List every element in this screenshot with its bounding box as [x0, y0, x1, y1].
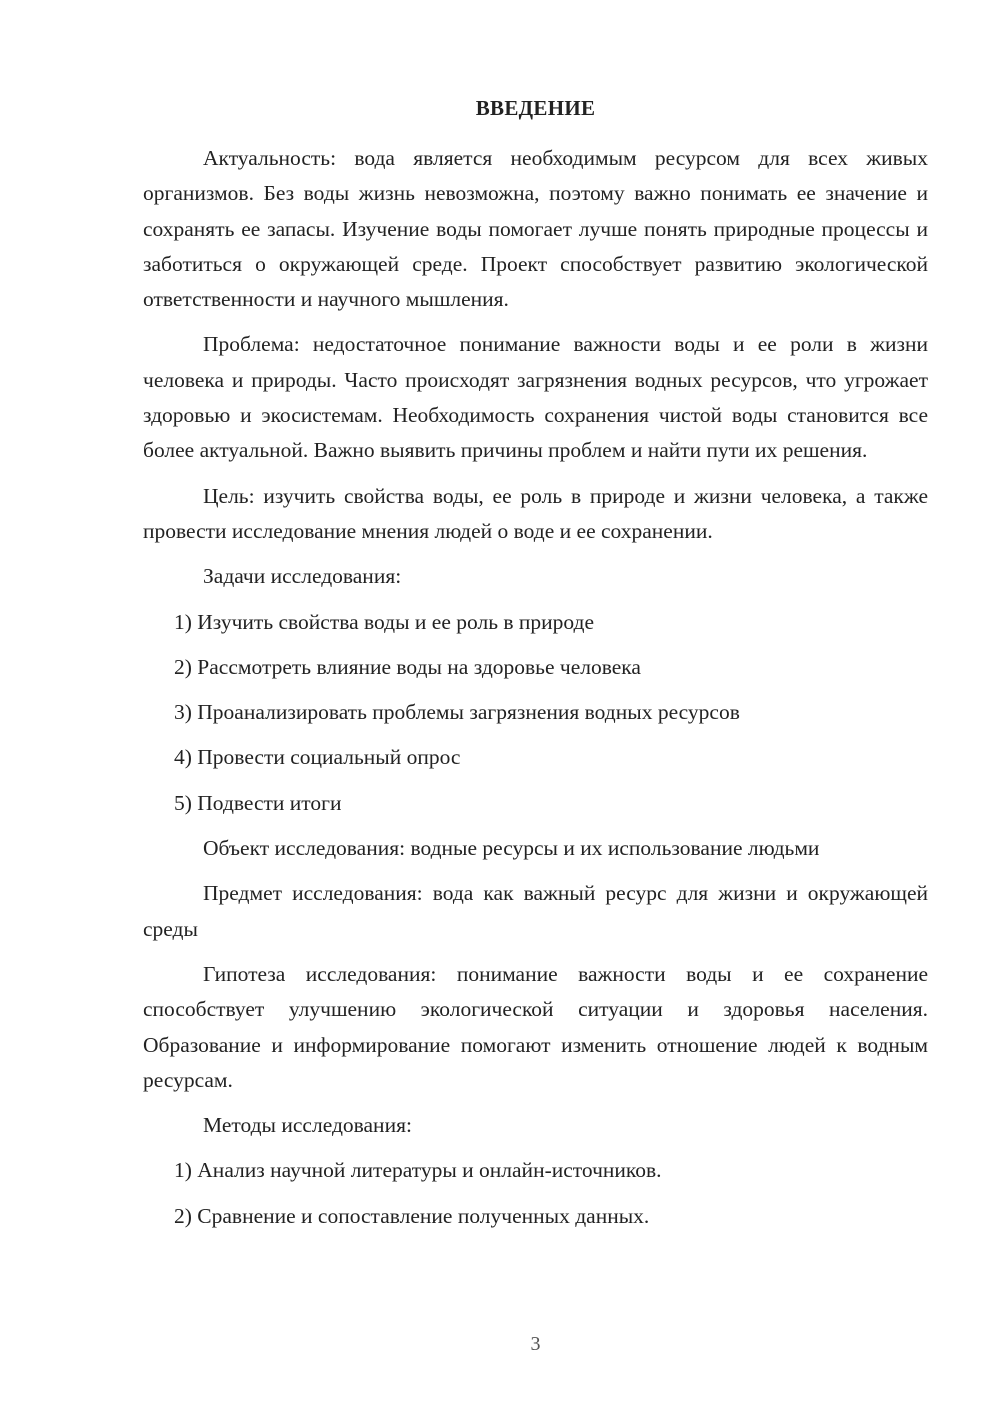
- methods-list: [143, 1153, 928, 1234]
- list-item: 2) Рассмотреть влияние воды на здоровье человека: [174, 654, 641, 679]
- hypothesis-paragraph: Гипотеза исследования: понимание важности воды и ее сохранение способствует улучшению экологической ситуации и здоровья населения. Образование и информирование помогают изменить отношение людей к водным ресурсам.: [143, 961, 928, 1092]
- tasks-list: [143, 605, 928, 821]
- problem-paragraph: Проблема: недостаточное понимание важности воды и ее роли в жизни человека и природы. Часто происходят загрязнения водных ресурсов, что угрожает здоровью и экосистемам. Необходимость сохранения чистой воды становится все более актуальной. Важно выявить причины проблем и найти пути их решения.: [143, 332, 928, 463]
- methods-heading: Методы исследования:: [203, 1113, 412, 1138]
- list-item: 2) Сравнение и сопоставление полученных данных.: [174, 1203, 650, 1228]
- list-item: 1) Изучить свойства воды и ее роль в природе: [174, 609, 595, 634]
- document-body: [143, 141, 928, 1234]
- subject-paragraph: Предмет исследования: вода как важный ресурс для жизни и окружающей среды: [143, 881, 928, 941]
- tasks-heading: Задачи исследования:: [203, 564, 402, 589]
- page-number: 3: [530, 1333, 541, 1355]
- goal-paragraph: Цель: изучить свойства воды, ее роль в природе и жизни человека, а также провести исследование мнения людей о воде и ее сохранении.: [143, 483, 928, 543]
- page-title: ВВЕДЕНИЕ: [475, 96, 596, 120]
- list-item: 5) Подвести итоги: [174, 790, 342, 815]
- relevance-paragraph: Актуальность: вода является необходимым ресурсом для всех живых организмов. Без воды жизнь невозможна, поэтому важно понимать ее значение и сохранять ее запасы. Изучение воды помогает лучше понять природные процессы и заботиться о окружающей среде. Проект способствует развитию экологической ответственности и научного мышления.: [143, 146, 928, 312]
- list-item: 1) Анализ научной литературы и онлайн-источников.: [174, 1158, 662, 1183]
- list-item: 4) Провести социальный опрос: [174, 745, 461, 770]
- list-item: 3) Проанализировать проблемы загрязнения водных ресурсов: [174, 700, 740, 725]
- object-paragraph: Объект исследования: водные ресурсы и их использование людьми: [203, 836, 820, 861]
